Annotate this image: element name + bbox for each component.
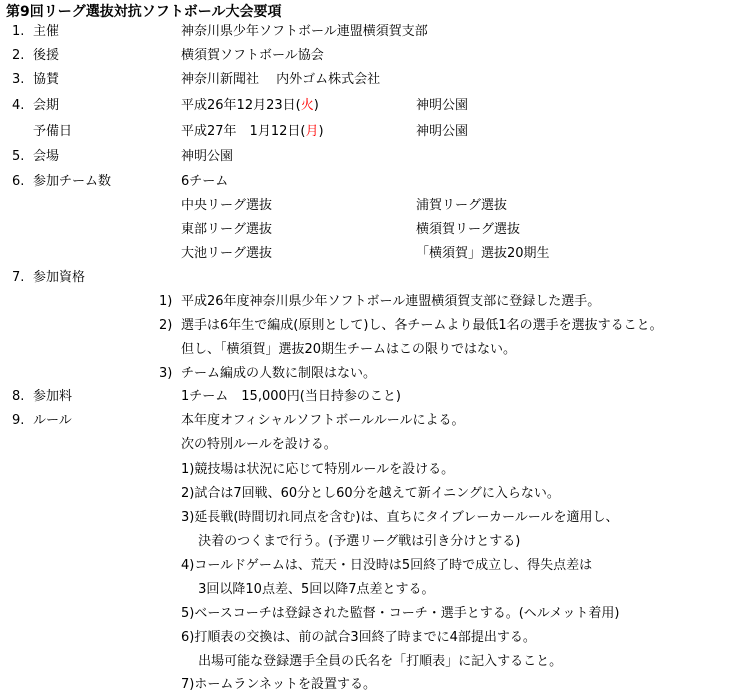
eligibility-item [0, 338, 750, 362]
weekday: 火 [300, 98, 314, 113]
item-mark: 1) [159, 294, 173, 309]
rule-row [0, 506, 750, 530]
section-number: 2. [12, 48, 25, 63]
eligibility-item [0, 314, 750, 338]
event-place: 神明公園 [416, 98, 469, 113]
section-venue [0, 145, 750, 169]
section-label: 会場 [33, 149, 60, 164]
team-row [0, 242, 750, 266]
item-text: 平成26年度神奈川県少年ソフトボール連盟横須賀支部に登録した選手。 [181, 294, 601, 309]
section-cosponsor [0, 68, 750, 92]
section-label: 後援 [33, 48, 60, 63]
reserve-place: 神明公園 [416, 124, 469, 139]
rule-line: 2)試合は7回戦、60分とし60分を越えて新イニングに入らない。 [181, 486, 560, 501]
rule-line: 4)コールドゲームは、荒天・日没時は5回終了時で成立し、得失点差は [181, 558, 593, 573]
section-number: 4. [12, 98, 25, 113]
rule-row [0, 650, 750, 674]
team-name: 横須賀リーグ選抜 [416, 222, 521, 237]
team-name: 東部リーグ選抜 [181, 222, 273, 237]
rule-row [0, 602, 750, 626]
item-text: 但し、「横須賀」選抜20期生チームはこの限りではない。 [181, 342, 517, 357]
section-number: 1. [12, 24, 25, 39]
reserve-day-row [0, 120, 750, 144]
item-mark: 2) [159, 318, 173, 333]
eligibility-item [0, 290, 750, 314]
eligibility-item [0, 362, 750, 386]
team-row [0, 218, 750, 242]
section-number: 5. [12, 149, 25, 164]
rule-line: 次の特別ルールを設ける。 [181, 437, 337, 452]
section-number: 7. [12, 270, 25, 285]
rule-row [0, 673, 750, 697]
rule-row [0, 458, 750, 482]
rule-row [0, 554, 750, 578]
rule-row [0, 433, 750, 457]
rule-line: 7)ホームランネットを設置する。 [181, 677, 376, 692]
section-label: ルール [33, 413, 72, 428]
section-label: 参加資格 [33, 270, 86, 285]
reserve-label: 予備日 [33, 124, 73, 139]
section-support [0, 44, 750, 68]
rule-line: 3回以降10点差、5回以降7点差とする。 [181, 582, 435, 597]
section-fee [0, 385, 750, 409]
item-text: チーム編成の人数に制限はない。 [181, 366, 377, 381]
section-value: 神明公園 [181, 149, 234, 164]
section-number: 8. [12, 389, 25, 404]
rule-row [0, 482, 750, 506]
rule-line: 出場可能な登録選手全員の氏名を「打順表」に記入すること。 [181, 654, 563, 669]
team-row [0, 194, 750, 218]
section-value: 神奈川県少年ソフトボール連盟横須賀支部 [181, 24, 428, 39]
section-value: 1チーム 15,000円(当日持参のこと) [181, 389, 401, 404]
rule-line: 1)競技場は状況に応じて特別ルールを設ける。 [181, 462, 455, 477]
rule-row [0, 578, 750, 602]
section-value: 横須賀ソフトボール協会 [181, 48, 324, 63]
team-name: 中央リーグ選抜 [181, 198, 273, 213]
team-name: 「横須賀」選抜20期生 [416, 246, 550, 261]
rule-line: 3)延長戦(時間切れ同点を含む)は、直ちにタイブレーカールールを適用し、 [181, 510, 619, 525]
section-number: 9. [12, 413, 25, 428]
section-sponsor [0, 20, 750, 44]
section-value: 6チーム [181, 174, 229, 189]
section-rules [0, 409, 750, 433]
section-number: 3. [12, 72, 25, 87]
document-title: 第9回リーグ選抜対抗ソフトボール大会要項 [6, 4, 282, 20]
rule-row [0, 530, 750, 554]
section-label: 主催 [33, 24, 60, 39]
section-period [0, 94, 750, 118]
rule-line: 5)ベースコーチは登録された監督・コーチ・選手とする。(ヘルメット着用) [181, 606, 620, 621]
section-eligibility [0, 266, 750, 290]
reserve-date: 平成27年 1月12日(月) [181, 124, 324, 139]
section-number: 6. [12, 174, 25, 189]
section-label: 協賛 [33, 72, 60, 87]
team-name: 大池リーグ選抜 [181, 246, 273, 261]
rule-line: 決着のつくまで行う。(予選リーグ戦は引き分けとする) [181, 534, 521, 549]
item-mark: 3) [159, 366, 173, 381]
item-text: 選手は6年生で編成(原則として)し、各チームより最低1名の選手を選抜すること。 [181, 318, 663, 333]
team-name: 浦賀リーグ選抜 [416, 198, 508, 213]
section-label: 参加料 [33, 389, 73, 404]
rule-row [0, 626, 750, 650]
section-label: 会期 [33, 98, 60, 113]
rule-line: 本年度オフィシャルソフトボールルールによる。 [181, 413, 465, 428]
section-label: 参加チーム数 [33, 174, 112, 189]
weekday: 月 [305, 124, 319, 139]
event-date: 平成26年12月23日(火) [181, 98, 319, 113]
section-value: 神奈川新聞社 内外ゴム株式会社 [181, 72, 381, 87]
rule-line: 6)打順表の交換は、前の試合3回終了時までに4部提出する。 [181, 630, 536, 645]
section-teams [0, 170, 750, 194]
